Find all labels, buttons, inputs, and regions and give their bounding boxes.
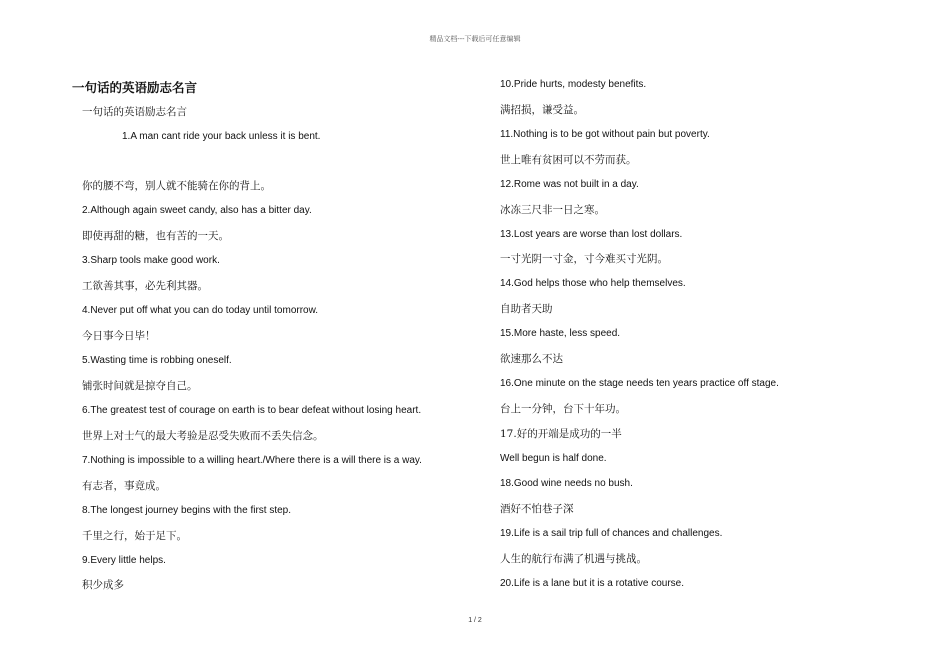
subtitle: 一句话的英语励志名言 [82,106,187,118]
quote-zh: 满招损，谦受益。 [500,104,584,116]
quote-en: 2.Although again sweet candy, also has a bitter day. [82,205,312,216]
quote-zh: 工欲善其事，必先利其器。 [82,280,208,292]
quote-zh: 世界上对士气的最大考验是忍受失败而不丢失信念。 [82,430,324,442]
quote-zh: 千里之行，始于足下。 [82,530,187,542]
quote-en: 12.Rome was not built in a day. [500,179,639,190]
quote-en: 14.God helps those who help themselves. [500,278,686,289]
quote-en: 4.Never put off what you can do today until tomorrow. [82,305,319,316]
quote-en: 20.Life is a lane but it is a rotative course. [500,578,684,589]
quote-en: 16.One minute on the stage needs ten years practice off stage. [500,378,779,389]
quote-zh: 一寸光阴一寸金，寸今难买寸光阴。 [500,253,668,265]
quote-zh: 即使再甜的糖，也有苦的一天。 [82,230,229,242]
quote-en: 6.The greatest test of courage on earth is to bear defeat without losing heart. [82,405,422,416]
quote-zh: 今日事今日毕！ [82,330,156,342]
quote-en: 15.More haste, less speed. [500,328,621,339]
quote-en: 1.A man cant ride your back unless it is bent. [122,131,321,142]
quote-en: 7.Nothing is impossible to a willing heart./Where there is a will there is a way. [82,455,422,466]
quote-zh: 冰冻三尺非一日之寒。 [500,204,605,216]
page-number: 1 / 2 [468,617,482,624]
quote-zh: 酒好不怕巷子深 [500,503,574,515]
quote-en: 19.Life is a sail trip full of chances and challenges. [500,528,723,539]
quote-zh: 17.好的开端是成功的一半 [500,428,622,440]
quote-zh: 世上唯有贫困可以不劳而获。 [500,154,637,166]
quote-zh: 积少成多 [82,579,124,591]
quote-en: 9.Every little helps. [82,555,166,566]
document-title: 一句话的英语励志名言 [72,80,198,95]
quote-en: 18.Good wine needs no bush. [500,478,633,489]
quote-zh: 欲速那么不达 [500,353,563,365]
quote-zh: 有志者，事竟成。 [82,480,166,492]
quote-zh: 你的腰不弯，别人就不能骑在你的背上。 [82,180,271,192]
quote-en: 13.Lost years are worse than lost dollars. [500,229,683,240]
quote-en: 11.Nothing is to be got without pain but poverty. [500,129,710,140]
quote-en: Well begun is half done. [500,453,607,464]
quote-zh: 自助者天助 [500,303,553,315]
quote-en: 8.The longest journey begins with the first step. [82,505,292,516]
quote-zh: 铺张时间就是掠夺自己。 [82,380,198,392]
page-header: 精品文档---下载后可任意编辑 [429,35,521,43]
quote-en: 5.Wasting time is robbing oneself. [82,355,232,366]
quote-zh: 人生的航行布满了机遇与挑战。 [500,553,647,565]
quote-zh: 台上一分钟，台下十年功。 [500,403,626,415]
quote-en: 3.Sharp tools make good work. [82,255,220,266]
quote-en: 10.Pride hurts, modesty benefits. [500,79,647,90]
